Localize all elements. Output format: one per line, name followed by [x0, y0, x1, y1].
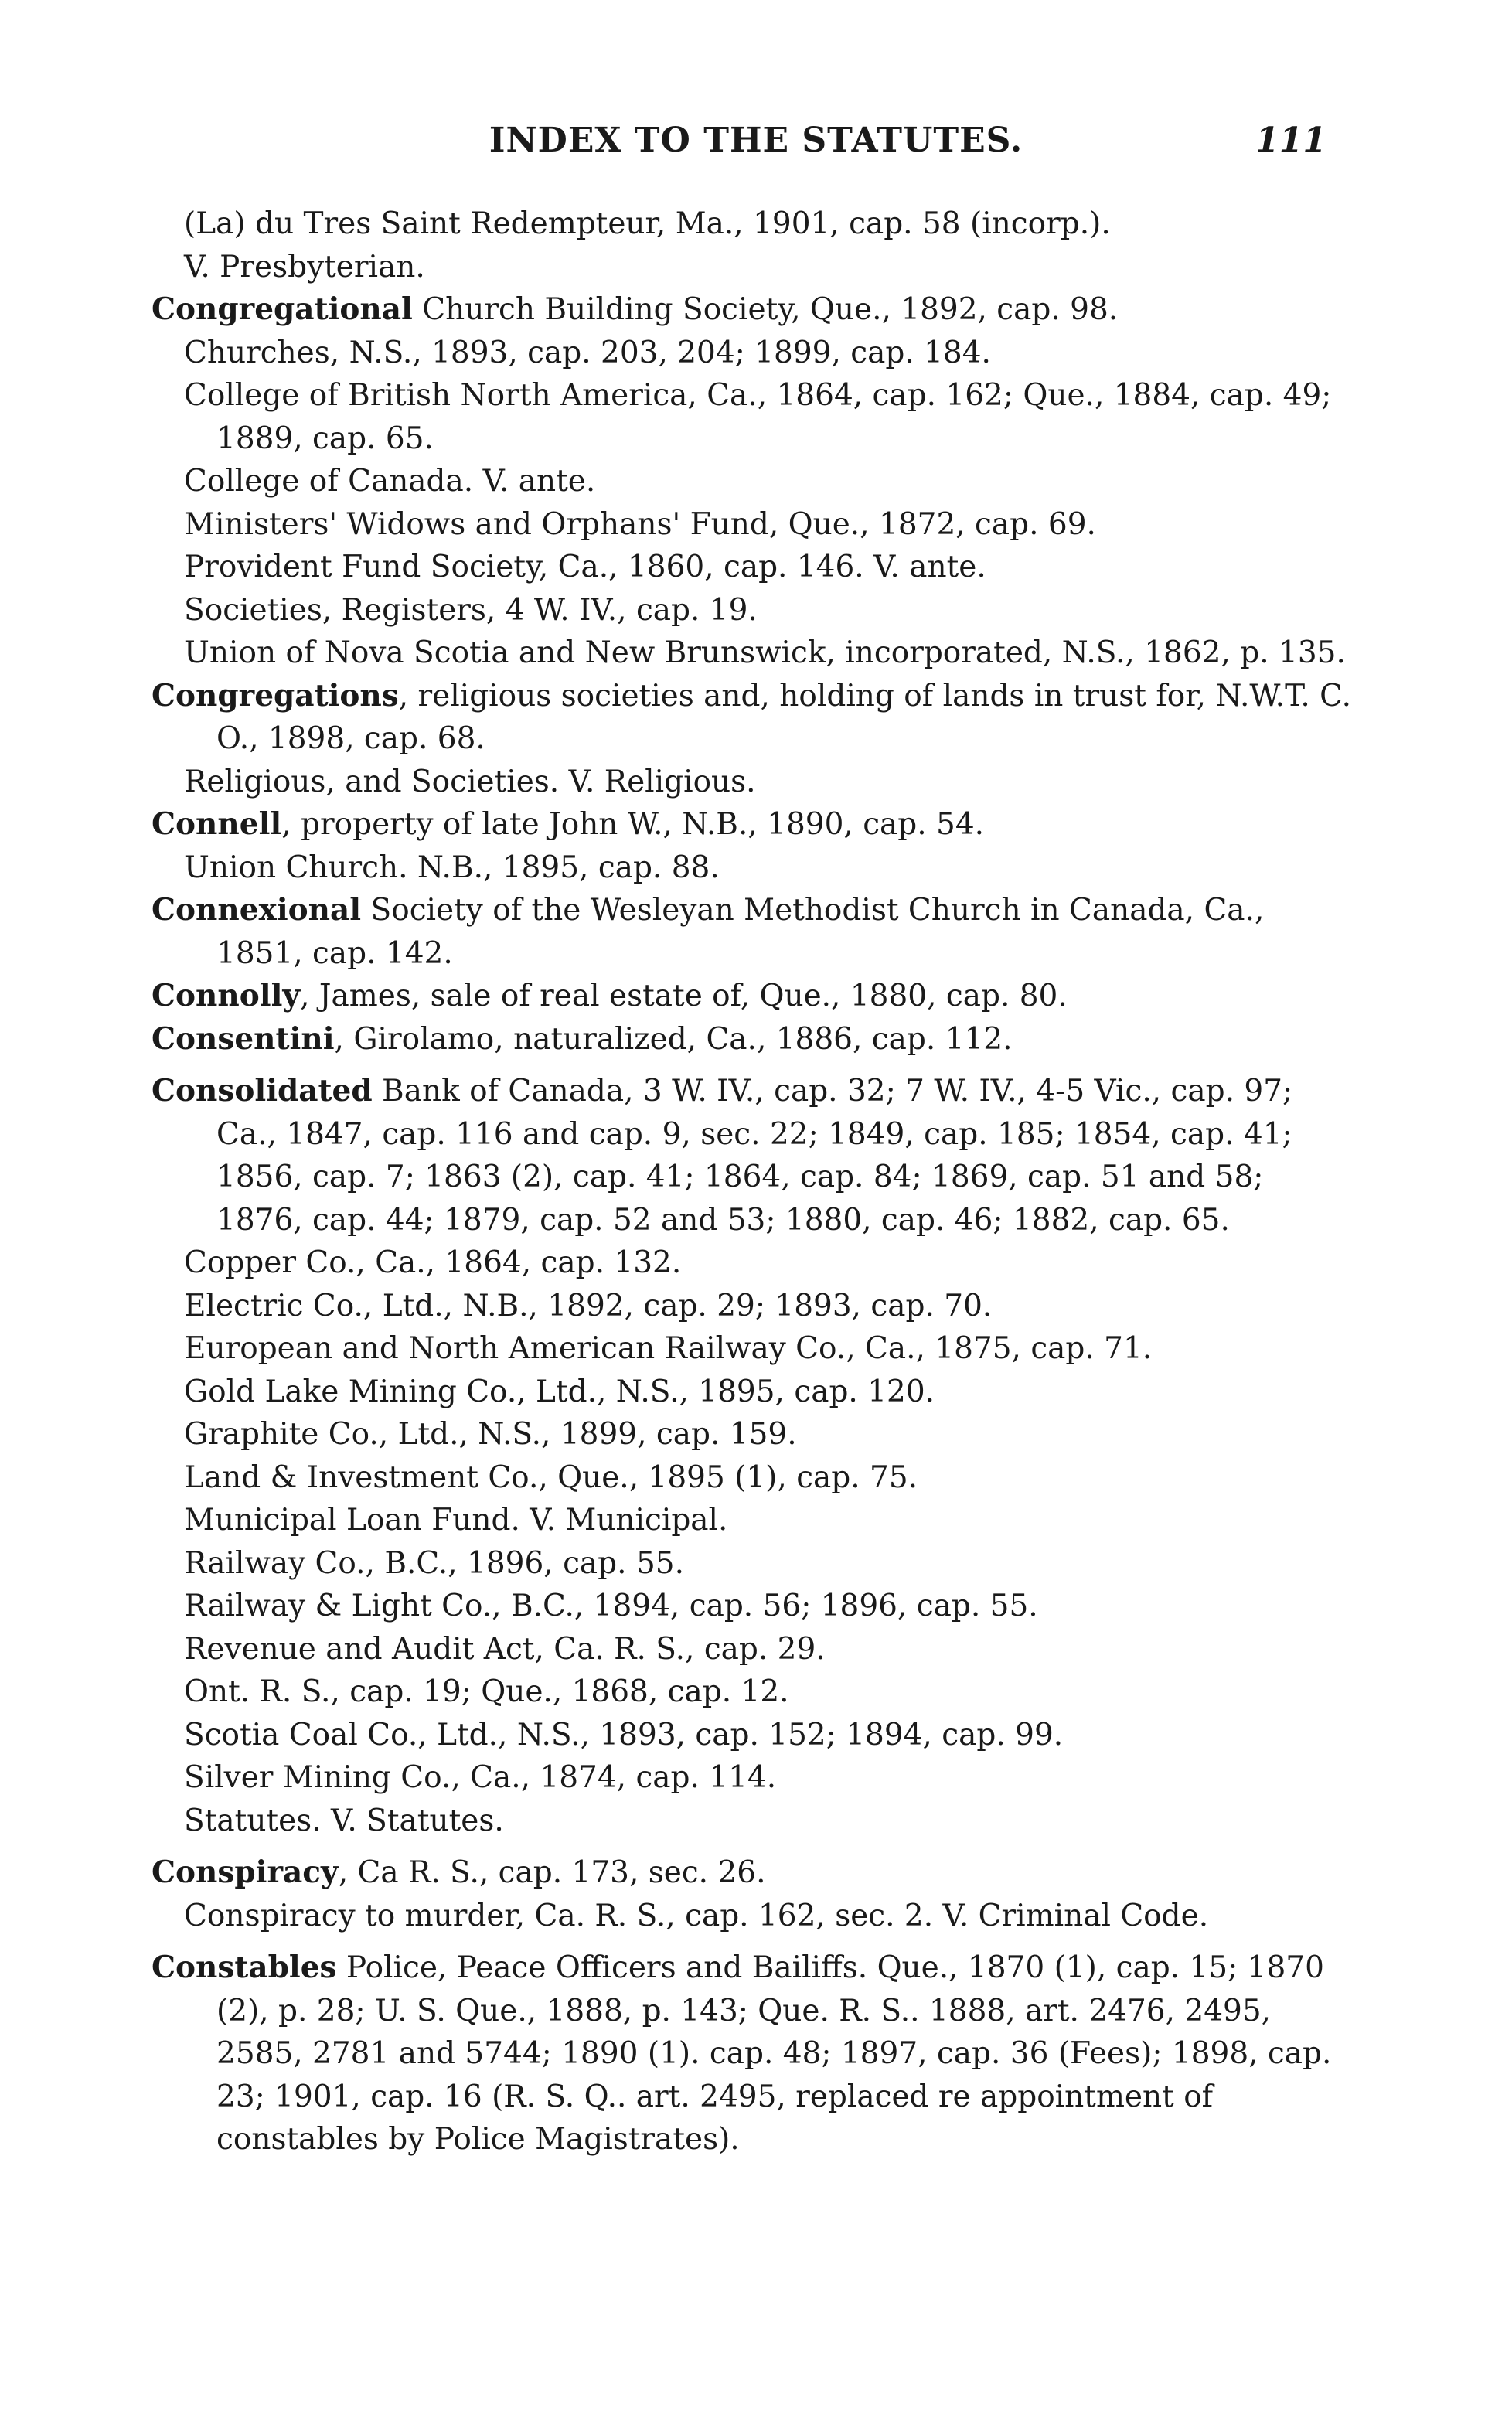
index-subentry — [152, 1456, 1357, 1500]
index-subentry — [152, 589, 1357, 632]
index-subentry — [152, 246, 1357, 289]
entry-text: Police, Peace Officers and Bailiffs. Que., 1870 (1), cap. 15; 1870 (2), p. 28; U. S. Que., 1888, p. 143; Que. R. S.. 1888, art. 2476, 2495, 2585, 2781 and 5744; 1890 (1). cap. 48; 1897, cap. 36 (Fees); 1898, cap. 23; 1901, cap. 16 (R. S. Q.. art. 2495, replaced re appointment of constables by Police Magistrates). — [216, 1950, 1332, 2157]
entry-text: Copper Co., Ca., 1864, cap. 132. — [184, 1245, 682, 1280]
index-subentry — [152, 761, 1357, 804]
entry-headword: Congregations — [152, 677, 399, 714]
entry-headword: Consolidated — [152, 1073, 373, 1109]
entry-text: Land & Investment Co., Que., 1895 (1), cap. 75. — [184, 1459, 918, 1495]
index-subentry — [152, 632, 1357, 675]
entry-text: , James, sale of real estate of, Que., 1880, cap. 80. — [300, 979, 1068, 1013]
index-subentry — [152, 460, 1357, 503]
index-subentry — [152, 1499, 1357, 1542]
index-subentry — [152, 332, 1357, 375]
entry-text: Municipal Loan Fund. V. Municipal. — [184, 1503, 728, 1538]
index-subentry — [152, 1895, 1357, 1938]
page-number: 111 — [1255, 121, 1326, 160]
entry-headword: Connexional — [152, 892, 362, 928]
index-entry — [152, 975, 1357, 1018]
entry-text: Electric Co., Ltd., N.B., 1892, cap. 29; 1893, cap. 70. — [184, 1288, 993, 1323]
index-subentry — [152, 1628, 1357, 1671]
index-subentry — [152, 1327, 1357, 1371]
index-entry — [152, 288, 1357, 332]
entry-text: Revenue and Audit Act, Ca. R. S., cap. 29. — [184, 1631, 826, 1667]
index-subentry — [152, 546, 1357, 589]
entry-headword: Constables — [152, 1950, 337, 1985]
index-subentry — [152, 1413, 1357, 1456]
entry-headword: Conspiracy — [152, 1855, 339, 1890]
entry-text: Conspiracy to murder, Ca. R. S., cap. 162, sec. 2. V. Criminal Code. — [184, 1898, 1209, 1933]
entry-text: (La) du Tres Saint Redempteur, Ma., 1901, cap. 58 (incorp.). — [184, 206, 1111, 241]
entry-text: College of British North America, Ca., 1864, cap. 162; Que., 1884, cap. 49; 1889, cap. 65. — [184, 378, 1332, 456]
entry-text: College of Canada. V. ante. — [184, 464, 596, 499]
page-title: INDEX TO THE STATUTES. — [489, 121, 1023, 160]
entry-headword: Connell — [152, 806, 282, 842]
index-entries — [152, 203, 1357, 2161]
index-subentry — [152, 1756, 1357, 1800]
entry-text: Societies, Registers, 4 W. IV., cap. 19. — [184, 592, 758, 628]
entry-text: Graphite Co., Ltd., N.S., 1899, cap. 159. — [184, 1417, 797, 1452]
entry-text: Railway & Light Co., B.C., 1894, cap. 56; 1896, cap. 55. — [184, 1589, 1038, 1623]
entry-text: , property of late John W., N.B., 1890, cap. 54. — [281, 807, 985, 842]
index-subentry — [152, 1714, 1357, 1757]
entry-text: , Girolamo, naturalized, Ca., 1886, cap. 112. — [334, 1021, 1013, 1057]
entry-text: Churches, N.S., 1893, cap. 203, 204; 1899, cap. 184. — [184, 335, 991, 370]
entry-text: Railway Co., B.C., 1896, cap. 55. — [184, 1545, 684, 1581]
entry-text: Bank of Canada, 3 W. IV., cap. 32; 7 W. IV., 4-5 Vic., cap. 97; Ca., 1847, cap. 116 and cap. 9, sec. 22; 1849, cap. 185; 1854, cap. 41; 1856, cap. 7; 1863 (2), cap. 41; 1864, cap. 84; 1869, cap. 51 and 58; 1876, cap. 44; 1879, cap. 52 and 53; 1880, cap. 46; 1882, cap. 65. — [216, 1074, 1293, 1238]
entry-text: Religious, and Societies. V. Religious. — [184, 764, 756, 799]
index-subentry — [152, 1585, 1357, 1628]
entry-text: Silver Mining Co., Ca., 1874, cap. 114. — [184, 1760, 777, 1795]
entry-text: Union of Nova Scotia and New Brunswick, incorporated, N.S., 1862, p. 135. — [184, 635, 1346, 670]
entry-text: Society of the Wesleyan Methodist Church in Canada, Ca., 1851, cap. 142. — [216, 893, 1265, 971]
index-subentry — [152, 203, 1357, 246]
index-subentry — [152, 1371, 1357, 1414]
index-entry — [152, 1851, 1357, 1895]
entry-text: , religious societies and, holding of lands in trust for, N.W.T. C. O., 1898, cap. 68. — [216, 678, 1352, 756]
entry-text: Statutes. V. Statutes. — [184, 1803, 504, 1838]
page-header — [0, 121, 1512, 175]
entry-text: European and North American Railway Co., Ca., 1875, cap. 71. — [184, 1331, 1153, 1366]
entry-text: Gold Lake Mining Co., Ltd., N.S., 1895, cap. 120. — [184, 1374, 935, 1409]
index-entry — [152, 675, 1357, 761]
entry-text: Ont. R. S., cap. 19; Que., 1868, cap. 12. — [184, 1674, 789, 1709]
index-entry — [152, 1946, 1357, 2161]
index-entry — [152, 889, 1357, 975]
entry-text: V. Presbyterian. — [184, 249, 425, 284]
entry-text: Ministers' Widows and Orphans' Fund, Que., 1872, cap. 69. — [184, 506, 1096, 542]
index-subentry — [152, 1800, 1357, 1843]
index-subentry — [152, 1542, 1357, 1585]
index-subentry — [152, 374, 1357, 460]
entry-headword: Consentini — [152, 1020, 335, 1057]
entry-headword: Congregational — [152, 291, 413, 327]
index-entry — [152, 1070, 1357, 1241]
index-subentry — [152, 503, 1357, 547]
entry-text: , Ca R. S., cap. 173, sec. 26. — [338, 1855, 766, 1890]
index-subentry — [152, 846, 1357, 890]
index-entry — [152, 803, 1357, 846]
entry-text: Scotia Coal Co., Ltd., N.S., 1893, cap. 152; 1894, cap. 99. — [184, 1717, 1064, 1752]
entry-text: Union Church. N.B., 1895, cap. 88. — [184, 850, 720, 885]
index-subentry — [152, 1285, 1357, 1328]
index-subentry — [152, 1671, 1357, 1714]
entry-text: Church Building Society, Que., 1892, cap. 98. — [412, 292, 1119, 327]
index-entry — [152, 1018, 1357, 1061]
index-subentry — [152, 1241, 1357, 1285]
entry-headword: Connolly — [152, 978, 301, 1013]
entry-text: Provident Fund Society, Ca., 1860, cap. 146. V. ante. — [184, 550, 986, 584]
